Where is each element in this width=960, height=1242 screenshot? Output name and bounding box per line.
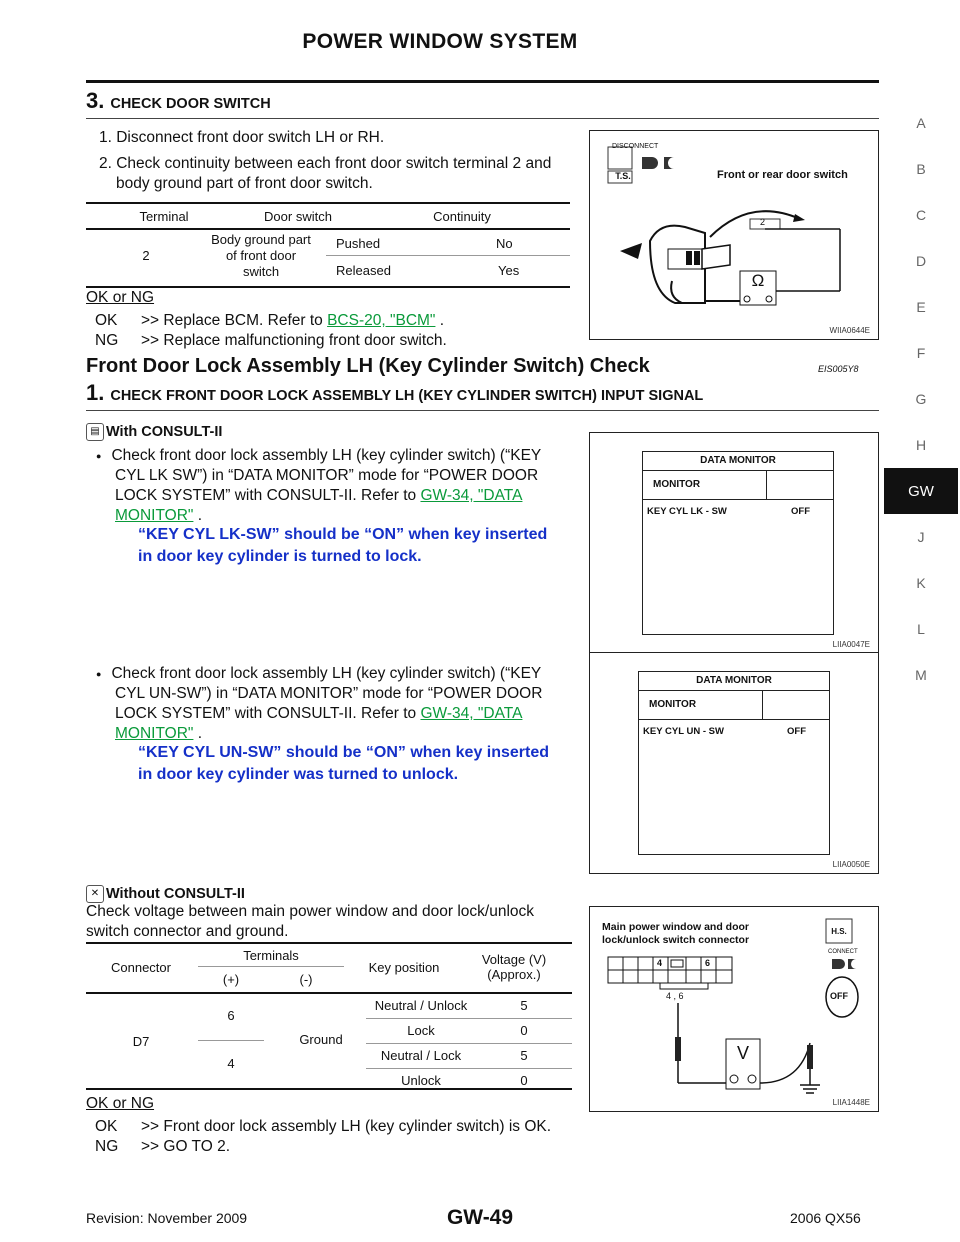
side-tab-c[interactable]: C [915, 207, 927, 223]
fig1-code: WIIA0644E [829, 326, 870, 335]
voltage-row [366, 1044, 572, 1069]
voltage-row-value: 5 [520, 1048, 528, 1063]
screen2-value: OFF [787, 726, 806, 737]
step3-heading [86, 88, 271, 114]
voltage-row-key: Neutral / Unlock [374, 998, 468, 1013]
connector-figure [589, 906, 879, 1112]
without-consult [86, 884, 245, 904]
side-index [884, 100, 958, 698]
voltage-row-key: Neutral / Lock [380, 1048, 462, 1063]
section-title: Front Door Lock Assembly LH (Key Cylinder Switch) Check [86, 355, 650, 377]
side-tab-h[interactable]: H [915, 437, 927, 453]
ok-text: >> Replace BCM. Refer to [141, 312, 323, 329]
voltage-rows [366, 994, 572, 1093]
bcs-20-link[interactable]: BCS-20, "BCM" [327, 312, 436, 329]
data-monitor-screen-1 [589, 432, 879, 654]
page-title: POWER WINDOW SYSTEM [302, 30, 578, 53]
side-tab-gw[interactable]: GW [884, 468, 958, 514]
page-number: GW-49 [446, 1206, 514, 1229]
side-tab-l[interactable]: L [917, 621, 925, 637]
footer-model: 2006 QX56 [790, 1210, 861, 1226]
note-1 [138, 524, 547, 568]
check-voltage-text [86, 902, 580, 942]
fig1-disconnect: DISCONNECT [612, 143, 659, 150]
side-tab-j[interactable]: J [917, 529, 925, 545]
h-plus: (+) [222, 972, 240, 987]
fig3-code: LIIA1448E [832, 1098, 870, 1107]
step1-number: 1. [86, 380, 105, 405]
ng-label-2: NG [95, 1138, 119, 1155]
fig3-pin4: 4 [657, 958, 663, 968]
fig3-label-1: Main power window and door [602, 921, 749, 933]
voltage-row-key: Lock [407, 1023, 435, 1038]
screen2-title: DATA MONITOR [639, 672, 829, 691]
terminal-4: 4 [227, 1056, 235, 1071]
screen1-code: LIIA0047E [832, 640, 870, 649]
part-line-2: of front door [225, 248, 297, 263]
side-tab-b[interactable]: B [916, 161, 926, 177]
fig3-pins: 4 , 6 [666, 991, 684, 1001]
voltage-table [86, 942, 572, 1090]
terminal-6: 6 [227, 1008, 235, 1023]
fig3-hs: H.S. [831, 927, 847, 936]
screen1-value: OFF [791, 506, 810, 517]
door-switch-diagram [590, 131, 878, 339]
terminal-value: 2 [142, 248, 150, 263]
voltage-row-value: 5 [520, 998, 528, 1013]
step3-item-1: 1. Disconnect front door switch LH or RH. [99, 129, 385, 146]
bullet1-line3: LOCK SYSTEM” with CONSULT-II. Refer to [115, 487, 417, 505]
data-monitor-screen-2 [589, 652, 879, 874]
fig1-pin: 2 [760, 217, 766, 227]
row-released-value: Yes [498, 263, 520, 278]
step1-results [95, 1117, 585, 1157]
fig1-ohm: Ω [751, 271, 765, 290]
side-tab-a[interactable]: A [916, 115, 926, 131]
check-voltage-line1: Check voltage between main power window and door lock/unlock [86, 903, 535, 920]
fig3-off: OFF [830, 991, 848, 1001]
row-released: Released [336, 263, 391, 278]
fig3-label [602, 921, 749, 947]
screen1-monitor: MONITOR [643, 471, 767, 499]
ng-text: >> Replace malfunctioning front door switch. [141, 332, 447, 349]
side-tab-f[interactable]: F [916, 345, 926, 361]
gw-34-link-1b[interactable]: MONITOR" [115, 507, 194, 525]
part-line-3: switch [242, 264, 280, 279]
bullet2-line2: CYL UN-SW”) in “DATA MONITOR” mode for “POWER DOOR [115, 685, 543, 703]
h-key-position: Key position [368, 960, 440, 975]
step1-heading [86, 380, 703, 406]
connector-d7: D7 [132, 1034, 150, 1049]
voltage-row [366, 1019, 572, 1044]
side-tab-m[interactable]: M [915, 667, 927, 683]
fig3-pin6: 6 [705, 958, 711, 968]
side-tab-k[interactable]: K [916, 575, 926, 591]
disconnect-icon [608, 147, 632, 169]
step1-rule [86, 410, 879, 411]
check-voltage-line2: switch connector and ground. [86, 923, 289, 940]
gw-34-link-2b[interactable]: MONITOR" [115, 725, 194, 743]
part-line-1: Body ground part [211, 232, 311, 247]
step3-title: CHECK DOOR SWITCH [110, 96, 271, 112]
no-consult-icon: ✕ [86, 885, 104, 903]
step3-number: 3. [86, 88, 105, 113]
screen1-title: DATA MONITOR [643, 452, 833, 471]
step3-item-2b: body ground part of front door switch. [116, 175, 373, 192]
footer-revision: Revision: November 2009 [86, 1210, 248, 1226]
row-pushed-value: No [496, 236, 513, 251]
bullet1-line1: Check front door lock assembly LH (key cylinder switch) (“KEY [111, 447, 542, 465]
row-pushed: Pushed [336, 236, 381, 251]
with-consult-text: With CONSULT-II [106, 424, 223, 440]
bullet-dot-2: ● [96, 669, 102, 679]
door-switch-figure [589, 130, 879, 340]
ok-text-2: >> Front door lock assembly LH (key cylinder switch) is OK. [141, 1118, 552, 1135]
screen2-code: LIIA0050E [832, 860, 870, 869]
voltage-row-value: 0 [520, 1073, 528, 1088]
gw-34-link-1a[interactable]: GW-34, "DATA [420, 487, 523, 505]
step3-rule [86, 118, 879, 119]
without-consult-text: Without CONSULT-II [106, 886, 245, 902]
note-2 [138, 742, 549, 786]
header-rule [86, 80, 879, 83]
fig3-label-2: lock/unlock switch connector [602, 934, 750, 946]
step1-ok-ng: OK or NG [86, 1095, 155, 1112]
note2-line1: “KEY CYL UN-SW” should be “ON” when key inserted [138, 744, 550, 761]
note2-line2: in door key cylinder was turned to unlock. [138, 766, 459, 783]
body-ground-part [202, 232, 320, 280]
with-consult [86, 422, 222, 442]
step3-ok-ng: OK or NG [86, 289, 155, 306]
screen2-frame [638, 671, 830, 855]
side-tab-g[interactable]: G [915, 391, 927, 407]
screen2-item: KEY CYL UN - SW [643, 726, 724, 737]
continuity-table [86, 202, 570, 288]
ok-label: OK [95, 312, 118, 329]
col-terminal: Terminal [139, 208, 189, 224]
voltage-row-key: Unlock [401, 1073, 441, 1088]
ng-label: NG [95, 332, 119, 349]
step3-item-2: 2. Check continuity between each front door switch terminal 2 and [99, 155, 552, 172]
note1-line2: in door key cylinder is turned to lock. [138, 548, 422, 565]
col-door-switch: Door switch [264, 208, 332, 224]
bullet-dot: ● [96, 451, 102, 461]
bullet-2: ● Check front door lock assembly LH (key cylinder switch) (“KEY CYL UN-SW”) in “DATA MONITOR” mode for “POWER DOOR LOCK SYSTEM” with CONSULT-II. Refer to GW-34, "DATA MONITOR" . [96, 664, 580, 744]
h-voltage [456, 952, 572, 982]
bullet2-line1: Check front door lock assembly LH (key cylinder switch) (“KEY [111, 665, 542, 683]
voltage-row-value: 0 [520, 1023, 528, 1038]
note1-line1: “KEY CYL LK-SW” should be “ON” when key inserted [138, 526, 548, 543]
voltage-row [366, 994, 572, 1019]
pointer-arrow [620, 243, 642, 259]
h-terminals: Terminals [243, 948, 299, 963]
screen2-monitor: MONITOR [639, 691, 763, 719]
side-tab-d[interactable]: D [915, 253, 927, 269]
h-voltage-2: (Approx.) [487, 967, 541, 982]
connector-icon [642, 157, 658, 169]
bullet-1: ● Check front door lock assembly LH (key cylinder switch) (“KEY CYL LK SW”) in “DATA MONITOR” mode for “POWER DOOR LOCK SYSTEM” with CONSULT-II. Refer to GW-34, "DATA MONITOR" . [96, 446, 580, 526]
bullet2-line3: LOCK SYSTEM” with CONSULT-II. Refer to [115, 705, 417, 723]
fig1-ts: T.S. [615, 171, 631, 181]
col-continuity: Continuity [433, 208, 491, 224]
consult-icon: ▤ [86, 423, 104, 441]
step3-instructions [99, 128, 579, 194]
ok-label-2: OK [95, 1118, 118, 1135]
h-voltage-1: Voltage (V) [481, 952, 547, 967]
step1-title: CHECK FRONT DOOR LOCK ASSEMBLY LH (KEY CYLINDER SWITCH) INPUT SIGNAL [110, 388, 704, 404]
h-minus: (-) [299, 972, 313, 987]
bullet1-line2: CYL LK SW”) in “DATA MONITOR” mode for “POWER DOOR [115, 467, 539, 485]
step3-results: OK >> Replace BCM. Refer to BCS-20, "BCM" . NG >> Replace malfunctioning front door switch. [95, 312, 447, 349]
screen1-item: KEY CYL LK - SW [647, 506, 727, 517]
ng-text-2: >> GO TO 2. [141, 1138, 231, 1155]
fig3-v: V [736, 1043, 749, 1063]
connect-icon [832, 959, 845, 969]
screen1-frame [642, 451, 834, 635]
h-connector: Connector [111, 960, 171, 975]
fig3-connect: CONNECT [828, 949, 858, 955]
section-code: EIS005Y8 [818, 364, 859, 374]
fig1-label: Front or rear door switch [717, 169, 848, 181]
gw-34-link-2a[interactable]: GW-34, "DATA [420, 705, 523, 723]
ground: Ground [299, 1032, 343, 1047]
side-tab-e[interactable]: E [916, 299, 926, 315]
